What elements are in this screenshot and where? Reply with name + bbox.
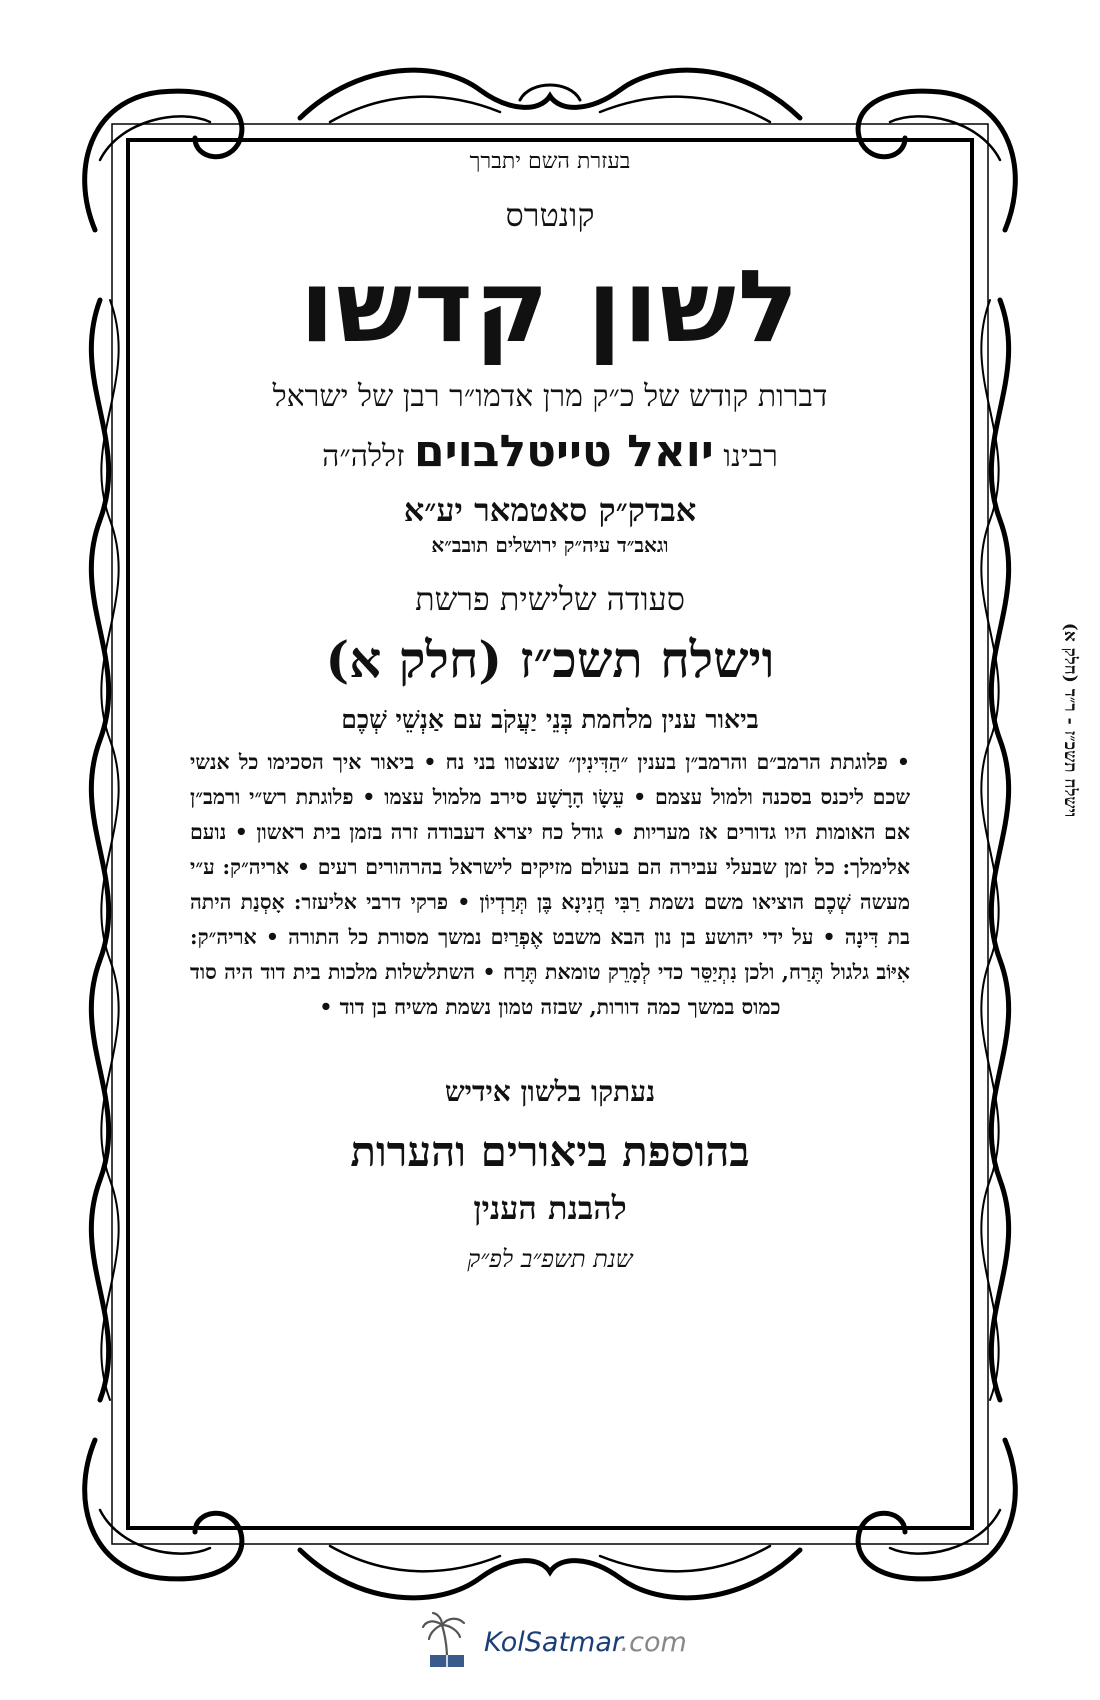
purpose-note: להבנת הענין bbox=[473, 1189, 627, 1227]
additions-note: בהוספת ביאורים והערות bbox=[350, 1127, 750, 1176]
palm-tree-book-icon bbox=[420, 1611, 474, 1673]
parsha-title: וישלח תשכ״ז (חלק א) bbox=[325, 630, 775, 689]
biur-heading: ביאור ענין מלחמת בְּנֵי יַעֲקֹב עם אַנְשֵׁי שְׁכֶם bbox=[341, 705, 759, 734]
author-title-satmar: אבדק״ק סאטמאר יע״א bbox=[403, 491, 697, 529]
bsd-line: בעזרת השם יתברך bbox=[469, 149, 631, 174]
logo-tld: .com bbox=[620, 1626, 687, 1658]
title-page bbox=[190, 148, 910, 1274]
topics-summary: • פלוגתת הרמב״ם והרמב״ן בענין ״הַדִּינִין״ שנצטוו בני נח • ביאור איך הסכימו כל אנשי שכם ליכנס בסכנה ולמול עצמם • עֵשָׂו הָרָשָׁע סירב מלמול עצמו • פלוגתת רש״י ורמב״ן אם האומות היו גדורים אז מעריות • גודל כח יצרא דעבודה זרה בזמן בית ראשון • נועם אלימלך: כל זמן שבעלי עבירה הם בעולם מזיקים לישראל בהרהורים רעים • אריה״ק: ע״י מעשה שְׁכֶם הוציאו משם נשמת רַבִּי חֲנִינָא בֶּן תְּרַדְיוֹן • פרקי דרבי אליעזר: אָסְנַת היתה בת דִּינָה • על ידי יהושע בן נון הבא משבט אֶפְרַיִם נמשך מסורת כל התורה • אריה״ק: אִיּוֹב גלגול תֶּרַח, ולכן נִתְיַסֵּר כדי לְמָרֵק טומאת תֶּרַח • השתלשלות מלכות בית דוד היה סוד כמוס במשך כמה דורות, שבזה טמון נשמת משיח בן דוד • bbox=[190, 750, 910, 1019]
main-title: לשון קדשו bbox=[299, 248, 801, 365]
author-title-jerusalem: וגאב״ד עיה״ק ירושלים תובב״א bbox=[431, 533, 669, 557]
author-prefix: רבינו bbox=[723, 439, 778, 474]
publication-year: שנת תשפ״ב לפ״ק bbox=[467, 1245, 633, 1273]
kuntres-label: קונטרס bbox=[505, 196, 595, 234]
author-name: יואל טייטלבוים bbox=[413, 426, 714, 477]
kolsatmar-logo[interactable] bbox=[420, 1612, 687, 1672]
side-note: וישלח תשכ״ז - ר״ד (חלק א) bbox=[1060, 622, 1080, 818]
author-line bbox=[190, 426, 910, 477]
author-suffix: זללה״ה bbox=[322, 439, 405, 474]
author-intro: דברות קודש של כ״ק מרן אדמו״ר רבן של ישראל bbox=[272, 379, 828, 414]
occasion-line: סעודה שלישית פרשת bbox=[415, 580, 685, 618]
logo-name: KolSatmar bbox=[484, 1626, 621, 1658]
logo-text bbox=[484, 1627, 687, 1658]
translation-note: נעתקו בלשון אידיש bbox=[444, 1075, 656, 1108]
